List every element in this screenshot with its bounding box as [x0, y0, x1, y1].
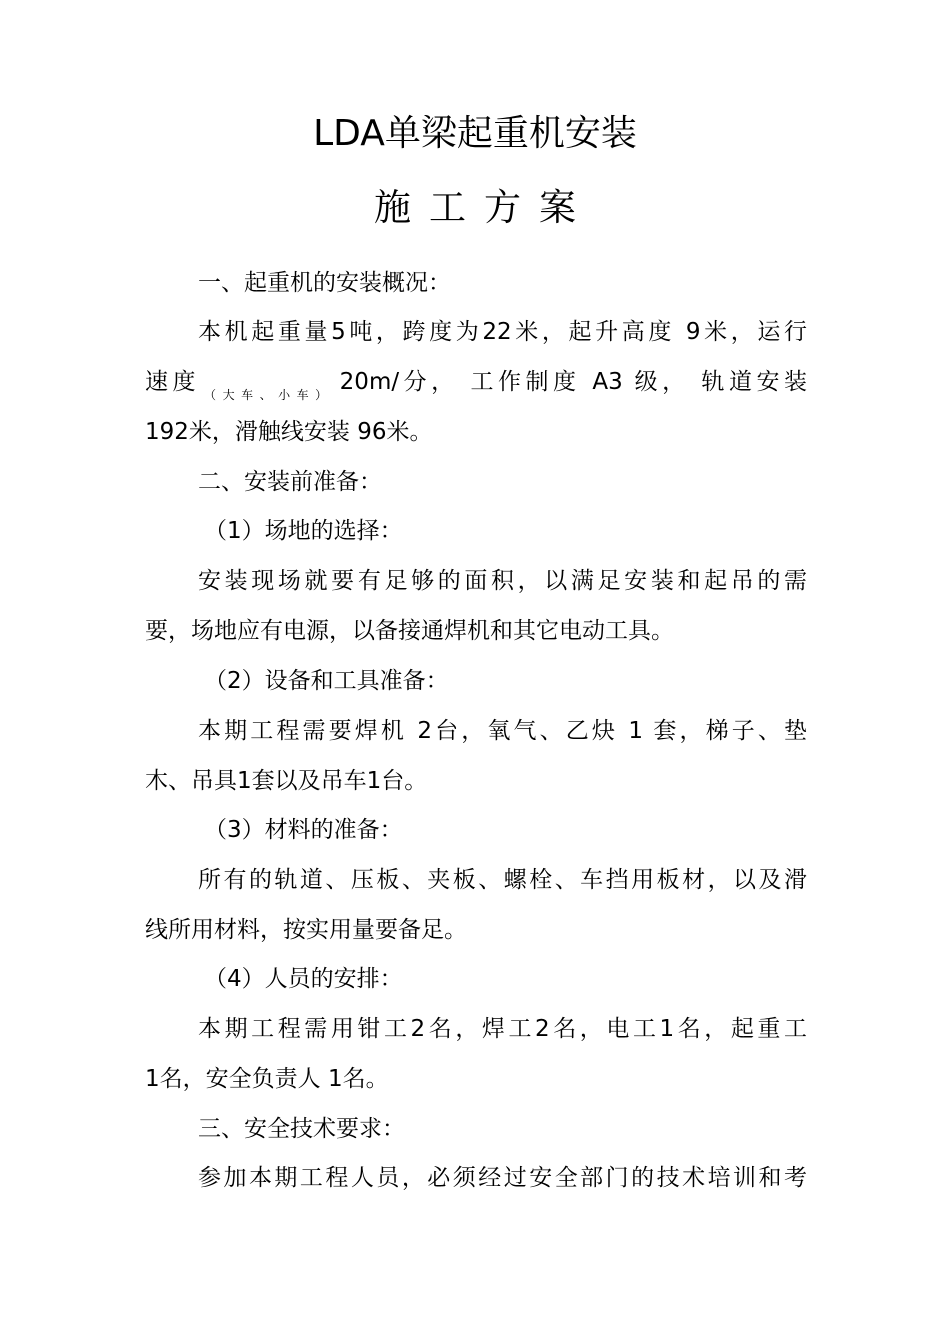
subsection-heading: （2）设备和工具准备： — [204, 668, 449, 694]
paragraph-line: 本期工程需用钳工2名，焊工2名，电工1名，起重工 — [198, 1016, 807, 1042]
subsection-heading: （3）材料的准备： — [204, 817, 403, 843]
paragraph-line: 本机起重量5吨，跨度为22米，起升高度 9米，运行 — [198, 319, 807, 345]
section-heading-1: 一、起重机的安装概况： — [198, 270, 451, 296]
section-heading-3: 三、安全技术要求： — [198, 1116, 405, 1142]
subsection-heading: （1）场地的选择： — [204, 518, 403, 544]
subsection-heading: （4）人员的安排： — [204, 966, 403, 992]
paragraph-line: 1名，安全负责人 1名。 — [145, 1066, 389, 1092]
document-subtitle — [0, 186, 950, 230]
section-heading-2: 二、安装前准备： — [198, 469, 382, 495]
paragraph-line: 参加本期工程人员，必须经过安全部门的技术培训和考 — [198, 1165, 807, 1191]
subtitle-char: 方 — [484, 186, 521, 229]
paragraph-line: 要，场地应有电源，以备接通焊机和其它电动工具。 — [145, 618, 674, 644]
paragraph-line-speed — [145, 367, 807, 400]
document-title: LDA单梁起重机安装 — [313, 113, 637, 154]
paragraph-line: 192米，滑触线安装 96米。 — [145, 419, 433, 445]
subtitle-char: 案 — [539, 186, 576, 229]
subtitle-char: 工 — [429, 186, 466, 229]
speed-label: 速度 — [145, 369, 201, 395]
paragraph-line: 线所用材料，按实用量要备足。 — [145, 917, 467, 943]
paragraph-line: 本期工程需要焊机 2台，氧气、乙炔 1 套，梯子、垫 — [198, 718, 807, 744]
paragraph-line: 安装现场就要有足够的面积，以满足安装和起吊的需 — [198, 568, 807, 594]
paragraph-line: 所有的轨道、压板、夹板、螺栓、车挡用板材，以及滑 — [198, 867, 807, 893]
speed-note: （大车、小车） — [204, 388, 334, 402]
speed-value-text: 20m/分， 工作制度 A3 级， 轨道安装 — [339, 369, 807, 395]
paragraph-line: 木、吊具1套以及吊车1台。 — [145, 768, 428, 794]
subtitle-char: 施 — [374, 186, 411, 229]
